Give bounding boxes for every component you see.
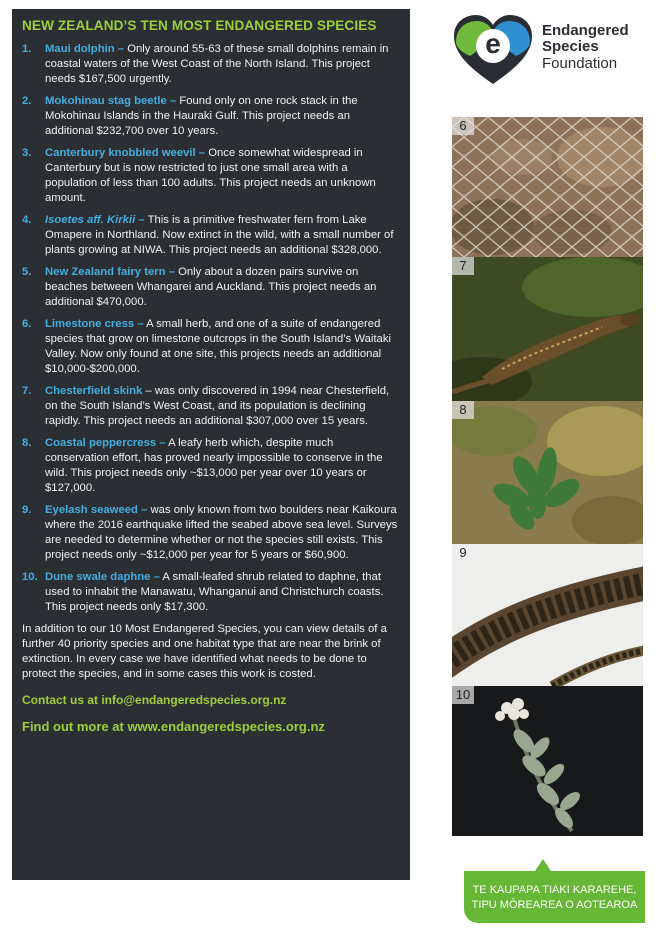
photo-number-label: 7 xyxy=(452,257,474,275)
species-number: 7. xyxy=(22,384,32,397)
species-number: 10. xyxy=(22,570,38,583)
photo-limestone-cress xyxy=(452,117,643,257)
species-number: 9. xyxy=(22,503,32,516)
species-description: – was only discovered in 1994 near Chesterfield, on the South Island’s West Coast, and its population is declining rapidly. This project needs an additional $307,000 over 15 years. xyxy=(45,384,390,428)
species-item-dune-swale-daphne xyxy=(22,570,400,616)
photo-number-label: 8 xyxy=(452,401,474,419)
species-number: 3. xyxy=(22,146,32,159)
species-description: Once somewhat widespread in Canterbury but is now restricted to just one small area with a population of less than 100 adults. This project needs an unknown amount. xyxy=(45,146,376,205)
photo-eyelash-seaweed xyxy=(452,544,643,686)
species-panel xyxy=(12,9,410,880)
species-list xyxy=(22,42,400,616)
photo-number-label: 6 xyxy=(452,117,474,135)
species-description: A leafy herb which, despite much conservation effort, has proved nearly impossible to conserve in the wild. This project needs only ~$13,000 per year over 10 years or $127,000. xyxy=(45,436,383,495)
photo-coastal-peppercress xyxy=(452,401,643,544)
logo-mark: e xyxy=(485,28,501,59)
species-name: Canterbury knobbled weevil – xyxy=(45,146,206,159)
species-item-fairy-tern xyxy=(22,265,400,311)
species-name: New Zealand fairy tern – xyxy=(45,265,175,278)
intro-paragraph: In addition to our 10 Most Endangered Species, you can view details of a further 40 priority species and one habitat type that are near the brink of extinction. In every case we have identified what needs to be done to protect the species, and in some cases this work is costed. xyxy=(22,622,387,681)
species-name: Maui dolphin – xyxy=(45,43,125,55)
species-item-limestone-cress xyxy=(22,317,400,378)
motto-notch xyxy=(535,859,551,871)
species-name: Limestone cress – xyxy=(45,317,144,330)
species-number: 2. xyxy=(22,94,32,107)
motto-line-1: TE KAUPAPA TIAKI KARAREHE, xyxy=(472,884,637,896)
species-description: A small herb, and one of a suite of endangered species that grow on limestone outcrops in the South Island’s Waitaki Valley. Now only found at one site, this projects needs an additional $10,000-$200,000. xyxy=(45,317,391,376)
dune-swale-daphne-image xyxy=(452,686,643,836)
logo-text-endangered: Endangered xyxy=(542,22,629,39)
website-link[interactable]: Find out more at www.endangeredspecies.org.nz xyxy=(22,718,325,734)
species-description: Found only on one rock stack in the Mokohinau Islands in the Hauraki Gulf. This project needs an additional $232,700 over 10 years. xyxy=(45,94,358,138)
logo-text-species: Species xyxy=(542,38,599,55)
limestone-cress-image xyxy=(452,117,643,257)
chesterfield-skink-image xyxy=(452,257,643,401)
species-name: Dune swale daphne – xyxy=(45,570,160,583)
species-description: This is a primitive freshwater fern from Lake Omapere in Northland. Now extinct in the wild, with a small number of plants growing at NIWA. This project needs an additional $328,000. xyxy=(45,213,394,257)
photo-dune-swale-daphne xyxy=(452,686,643,836)
photo-number-label: 10 xyxy=(452,686,474,704)
species-description: was only known from two boulders near Kaikoura where the 2016 earthquake lifted the seabed above sea level. Surveys are needed to determine whether or not the species still exists. This project needs only ~$12,000 per year for 5 years or $60,900. xyxy=(45,503,398,562)
photo-chesterfield-skink xyxy=(452,257,643,401)
species-item-maui-dolphin xyxy=(22,42,400,88)
contact-email-link[interactable]: Contact us at info@endangeredspecies.org.nz xyxy=(22,692,287,707)
species-name: Eyelash seaweed – xyxy=(45,503,148,516)
foundation-logo xyxy=(450,12,650,88)
motto-banner xyxy=(464,871,645,923)
species-name: Coastal peppercress – xyxy=(45,436,166,449)
species-item-isoetes xyxy=(22,213,400,259)
eyelash-seaweed-image xyxy=(452,544,643,686)
photo-number-label: 9 xyxy=(459,545,467,560)
logo-text-foundation: Foundation xyxy=(542,55,618,72)
species-number: 5. xyxy=(22,265,32,278)
species-number: 4. xyxy=(22,213,32,226)
species-name: Isoetes aff. Kirkii – xyxy=(45,213,145,226)
photo-column xyxy=(452,117,643,836)
species-item-canterbury-knobbled-weevil xyxy=(22,146,400,207)
species-item-eyelash-seaweed xyxy=(22,503,400,564)
species-description: Only around 55-63 of these small dolphins remain in coastal waters of the West Coast of the North Island. This project needs $167,500 urgently. xyxy=(45,43,389,86)
species-name: Chesterfield skink xyxy=(45,384,143,397)
species-item-coastal-peppercress xyxy=(22,436,400,497)
species-description: A small-leafed shrub related to daphne, that used to inhabit the Manawatu, Whanganui and Christchurch coasts. This project needs only $17,300. xyxy=(45,570,384,614)
species-number: 1. xyxy=(22,43,32,55)
panel-title: NEW ZEALAND’S TEN MOST ENDANGERED SPECIES xyxy=(22,18,377,33)
species-item-mokohinau-stag-beetle xyxy=(22,94,400,140)
species-description: Only about a dozen pairs survive on beaches between Whangarei and Auckland. This project needs an additional $470,000. xyxy=(45,265,377,309)
species-number: 6. xyxy=(22,317,32,330)
species-number: 8. xyxy=(22,436,32,449)
species-item-chesterfield-skink xyxy=(22,384,400,430)
species-name: Mokohinau stag beetle – xyxy=(45,94,177,107)
coastal-peppercress-image xyxy=(452,401,643,544)
motto-line-2: TIPU MŌREAREA O AOTEAROA xyxy=(471,899,638,911)
